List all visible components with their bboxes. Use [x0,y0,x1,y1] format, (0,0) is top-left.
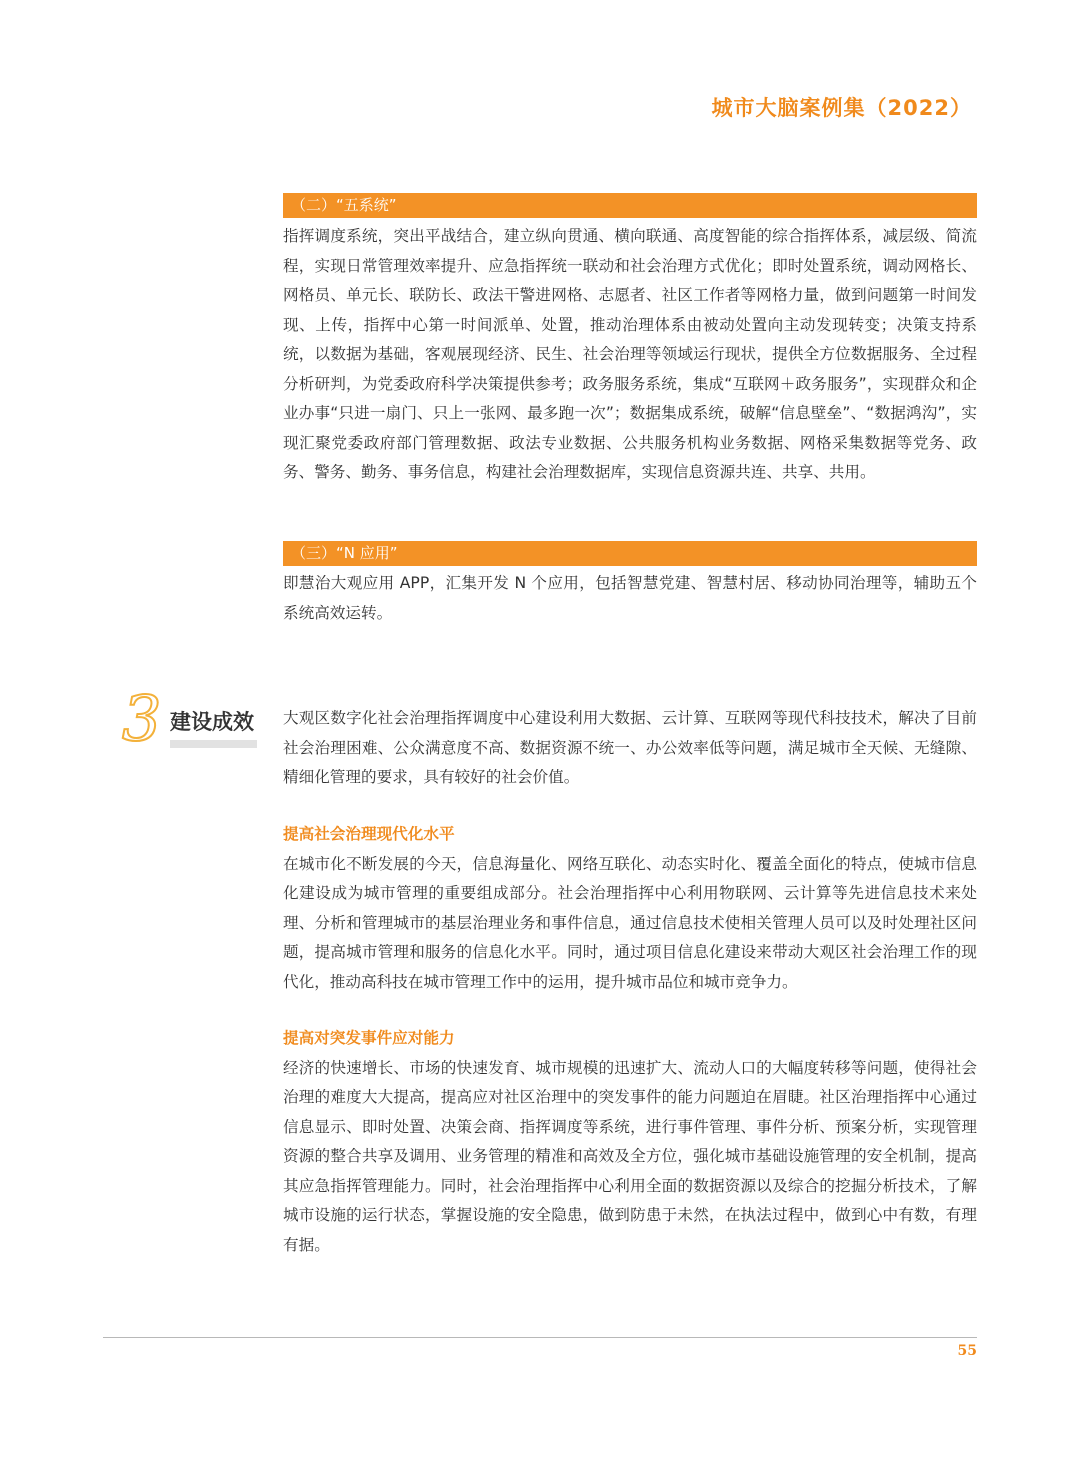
footer-divider [103,1337,977,1338]
section-results-label [122,682,262,755]
section-five-systems [283,193,977,488]
section-results-intro [283,704,977,793]
results-intro-paragraph: 大观区数字化社会治理指挥调度中心建设利用大数据、云计算、互联网等现代科技技术，解决了目前社会治理困难、公众满意度不高、数据资源不统一、办公效率低等问题，满足城市全天候、无缝隙、精细化管理的要求，具有较好的社会价值。 [283,709,977,786]
subsection-title-emergency: 提高对突发事件应对能力 [283,1029,455,1047]
five-systems-paragraph: 指挥调度系统，突出平战结合，建立纵向贯通、横向联通、高度智能的综合指挥体系，减层级、简流程，实现日常管理效率提升、应急指挥统一联动和社会治理方式优化；即时处置系统，调动网格长、网格员、单元长、联防长、政法干警进网格、志愿者、社区工作者等网格力量，做到问题第一时间发现、上传，指挥中心第一时间派单、处置，推动治理体系由被动处置向主动发现转变；决策支持系统，以数据为基础，客观展现经济、民生、社会治理等领域运行现状，提供全方位数据服务、全过程分析研判，为党委政府科学决策提供参考；政务服务系统，集成“互联网＋政务服务”，实现群众和企业办事“只进一扇门、只上一张网、最多跑一次”；数据集成系统，破解“信息壁垒”、“数据鸿沟”，实现汇聚党委政府部门管理数据、政法专业数据、公共服务机构业务数据、网格采集数据等党务、政务、警务、勤务、事务信息，构建社会治理数据库，实现信息资源共连、共享、共用。 [283,227,977,481]
section-n-apps [283,541,977,628]
section-number: 3 [122,682,162,755]
heading-underline [170,740,257,748]
n-apps-paragraph: 即慧治大观应用 APP，汇集开发 N 个应用，包括智慧党建、智慧村居、移动协同治理等，辅助五个系统高效运转。 [283,574,977,622]
governance-paragraph: 在城市化不断发展的今天，信息海量化、网络互联化、动态实时化、覆盖全面化的特点，使城市信息化建设成为城市管理的重要组成部分。社会治理指挥中心利用物联网、云计算等先进信息技术来处理、分析和管理城市的基层治理业务和事件信息，通过信息技术使相关管理人员可以及时处理社区问题，提高城市管理和服务的信息化水平。同时，通过项目信息化建设来带动大观区社会治理工作的现代化，推动高科技在城市管理工作中的运用，提升城市品位和城市竞争力。 [283,854,977,991]
page-number: 55 [957,1343,977,1359]
section-bar-five-systems: （二）“五系统” [283,193,977,218]
document-header-title: 城市大脑案例集（2022） [711,96,972,120]
section-bar-n-apps: （三）“N 应用” [283,541,977,566]
subsection-governance [283,820,977,997]
emergency-paragraph: 经济的快速增长、市场的快速发育、城市规模的迅速扩大、流动人口的大幅度转移等问题，使得社会治理的难度大大提高，提高应对社区治理中的突发事件的能力问题迫在眉睫。社区治理指挥中心通过信息显示、即时处置、决策会商、指挥调度等系统，进行事件管理、事件分析、预案分析，实现管理资源的整合共享及调用、业务管理的精准和高效及全方位，强化城市基础设施管理的安全机制，提高其应急指挥管理能力。同时，社会治理指挥中心利用全面的数据资源以及综合的挖掘分析技术，了解城市设施的运行状态，掌握设施的安全隐患，做到防患于未然，在执法过程中，做到心中有数，有理有据。 [283,1058,977,1254]
section-results-heading: 建设成效 [170,710,254,734]
subsection-title-governance: 提高社会治理现代化水平 [283,825,455,843]
subsection-emergency [283,1024,977,1260]
